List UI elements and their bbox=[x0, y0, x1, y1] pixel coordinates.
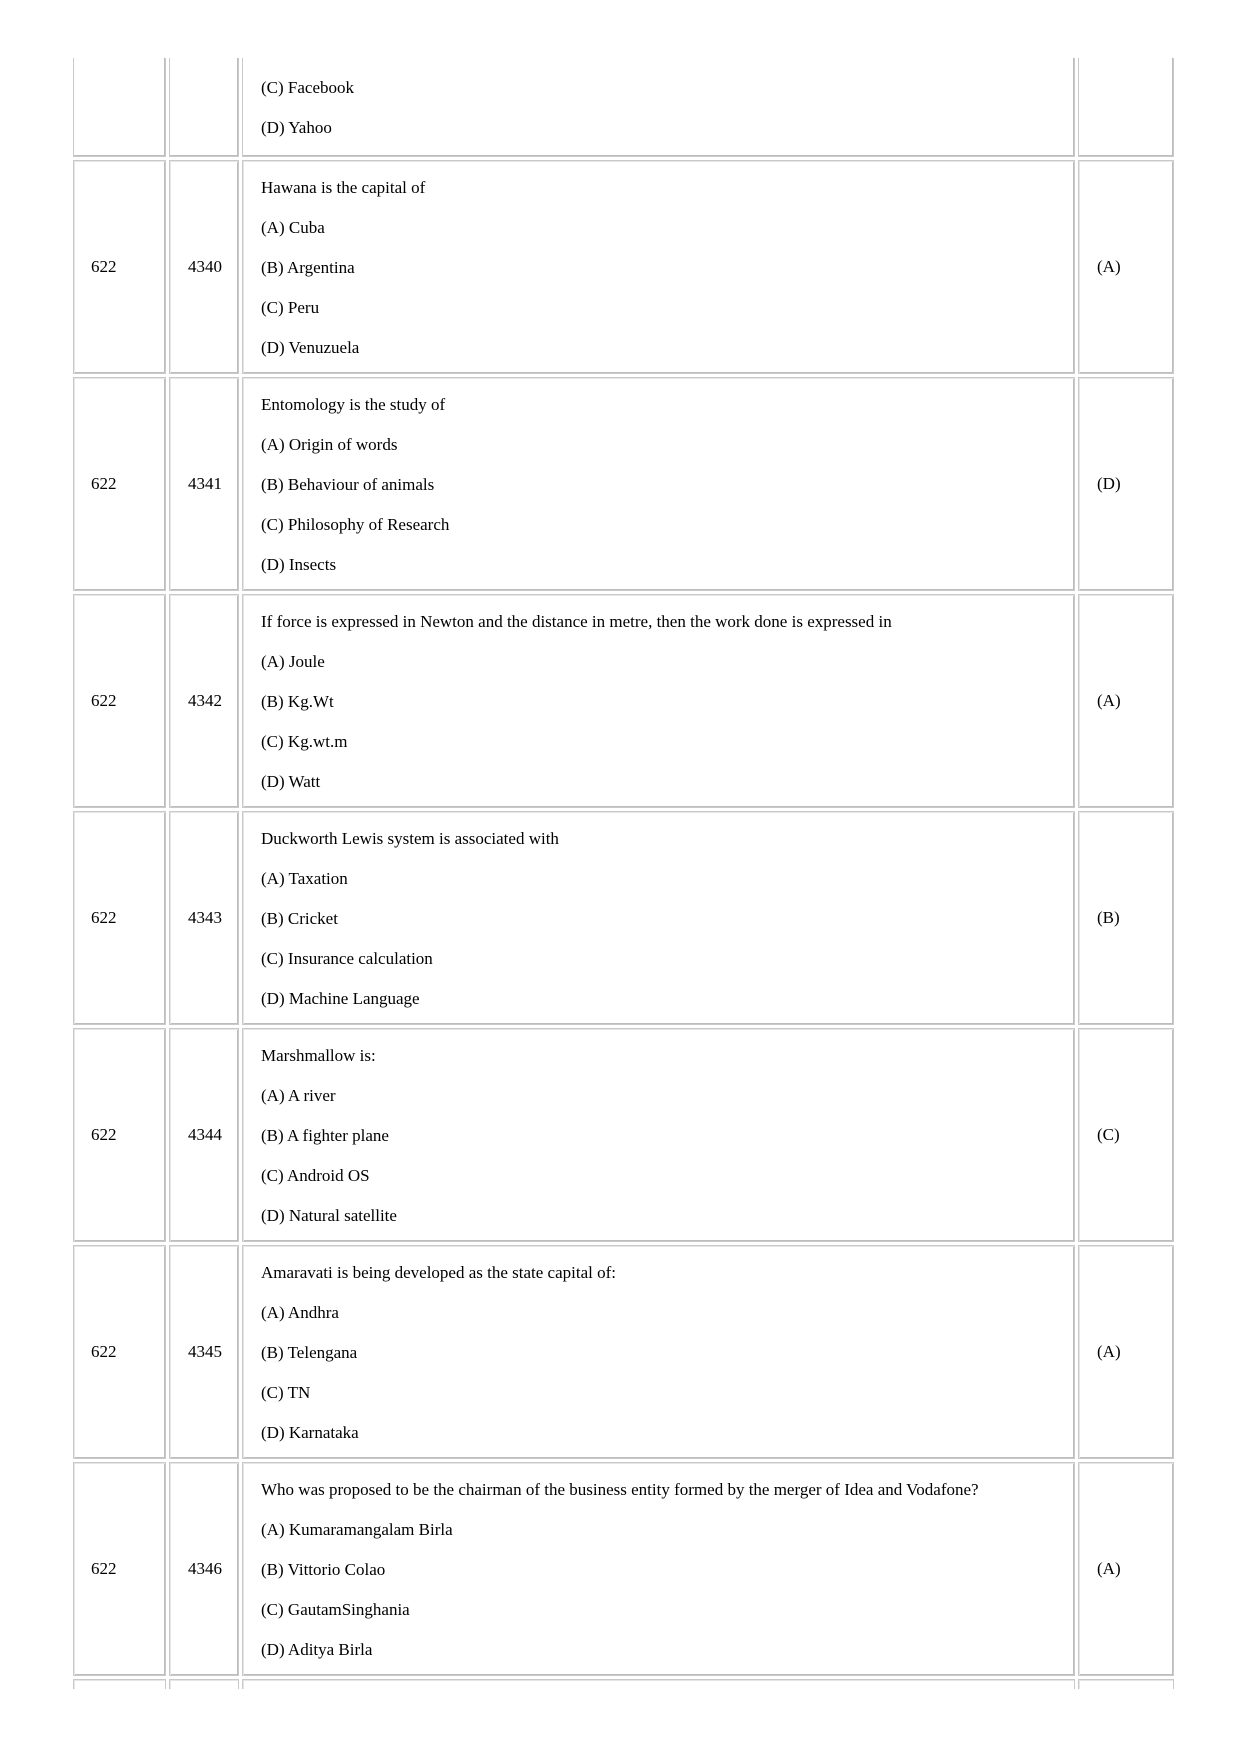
option-b: (B) Vittorio Colao bbox=[261, 1560, 386, 1579]
option-b: (B) Telengana bbox=[261, 1343, 358, 1362]
paper-cell: 622 bbox=[73, 1245, 166, 1459]
paper-cell bbox=[73, 1679, 166, 1689]
question-text: Entomology is the study of bbox=[261, 395, 446, 414]
question-number-cell: 4340 bbox=[169, 160, 239, 374]
question-cell bbox=[242, 1245, 1075, 1459]
option-d: (D) Natural satellite bbox=[261, 1206, 397, 1225]
table-row bbox=[73, 1028, 1174, 1242]
option-a: (A) Cuba bbox=[261, 218, 325, 237]
question-text: Amaravati is being developed as the state capital of: bbox=[261, 1263, 616, 1282]
question-number-cell bbox=[169, 58, 239, 157]
table-row bbox=[73, 160, 1174, 374]
question-text: Hawana is the capital of bbox=[261, 178, 426, 197]
question-number-cell: 4341 bbox=[169, 377, 239, 591]
option-a: (A) Joule bbox=[261, 652, 325, 671]
answer-cell: (B) bbox=[1078, 811, 1174, 1025]
option-d: (D) Machine Language bbox=[261, 989, 420, 1008]
question-text: Marshmallow is: bbox=[261, 1046, 376, 1065]
answer-cell: (A) bbox=[1078, 1245, 1174, 1459]
paper-cell bbox=[73, 58, 166, 157]
answer-cell: (A) bbox=[1078, 594, 1174, 808]
question-number-cell: 4342 bbox=[169, 594, 239, 808]
table-row-next bbox=[73, 1679, 1174, 1689]
option-d: (D) Insects bbox=[261, 555, 337, 574]
option-a: (A) Andhra bbox=[261, 1303, 339, 1322]
question-cell bbox=[242, 377, 1075, 591]
table-row bbox=[73, 1462, 1174, 1676]
option-d: (D) Watt bbox=[261, 772, 321, 791]
option-c: (C) Peru bbox=[261, 298, 320, 317]
option-d: (D) Karnataka bbox=[261, 1423, 359, 1442]
question-number-cell: 4346 bbox=[169, 1462, 239, 1676]
option-b: (B) A fighter plane bbox=[261, 1126, 389, 1145]
option-c: (C) Insurance calculation bbox=[261, 949, 433, 968]
question-cell bbox=[242, 1679, 1075, 1689]
paper-cell: 622 bbox=[73, 594, 166, 808]
table-row bbox=[73, 377, 1174, 591]
question-text: If force is expressed in Newton and the distance in metre, then the work done is expressed in bbox=[261, 612, 892, 631]
option-b: (B) Argentina bbox=[261, 258, 355, 277]
option-d: (D) Venuzuela bbox=[261, 338, 360, 357]
question-cell bbox=[242, 58, 1075, 157]
question-text: Duckworth Lewis system is associated with bbox=[261, 829, 559, 848]
option-a: (A) Origin of words bbox=[261, 435, 398, 454]
question-text: Who was proposed to be the chairman of the business entity formed by the merger of Idea and Vodafone? bbox=[261, 1480, 979, 1499]
option-c: (C) Android OS bbox=[261, 1166, 370, 1185]
paper-cell: 622 bbox=[73, 1462, 166, 1676]
answer-cell bbox=[1078, 1679, 1174, 1689]
table-row bbox=[73, 594, 1174, 808]
paper-cell: 622 bbox=[73, 160, 166, 374]
question-number-cell: 4343 bbox=[169, 811, 239, 1025]
question-cell bbox=[242, 594, 1075, 808]
question-cell bbox=[242, 1028, 1075, 1242]
table-row bbox=[73, 1245, 1174, 1459]
answer-cell: (C) bbox=[1078, 1028, 1174, 1242]
question-cell bbox=[242, 160, 1075, 374]
option-b: (B) Kg.Wt bbox=[261, 692, 334, 711]
option-b: (B) Cricket bbox=[261, 909, 338, 928]
question-cell bbox=[242, 811, 1075, 1025]
table-row-continued bbox=[73, 58, 1174, 157]
option-c: (C) Kg.wt.m bbox=[261, 732, 348, 751]
option-a: (A) A river bbox=[261, 1086, 336, 1105]
option-c: (C) TN bbox=[261, 1383, 311, 1402]
option-a: (A) Taxation bbox=[261, 869, 348, 888]
question-number-cell: 4344 bbox=[169, 1028, 239, 1242]
option-c: (C) Facebook bbox=[261, 78, 355, 97]
option-b: (B) Behaviour of animals bbox=[261, 475, 435, 494]
question-number-cell bbox=[169, 1679, 239, 1689]
option-d: (D) Yahoo bbox=[261, 118, 332, 137]
option-d: (D) Aditya Birla bbox=[261, 1640, 373, 1659]
option-c: (C) Philosophy of Research bbox=[261, 515, 450, 534]
question-cell bbox=[242, 1462, 1075, 1676]
paper-cell: 622 bbox=[73, 1028, 166, 1242]
question-number-cell: 4345 bbox=[169, 1245, 239, 1459]
table-row bbox=[73, 811, 1174, 1025]
answer-cell: (D) bbox=[1078, 377, 1174, 591]
option-a: (A) Kumaramangalam Birla bbox=[261, 1520, 453, 1539]
paper-cell: 622 bbox=[73, 811, 166, 1025]
paper-cell: 622 bbox=[73, 377, 166, 591]
answer-cell bbox=[1078, 58, 1174, 157]
answer-cell: (A) bbox=[1078, 160, 1174, 374]
answer-cell: (A) bbox=[1078, 1462, 1174, 1676]
option-c: (C) GautamSinghania bbox=[261, 1600, 410, 1619]
